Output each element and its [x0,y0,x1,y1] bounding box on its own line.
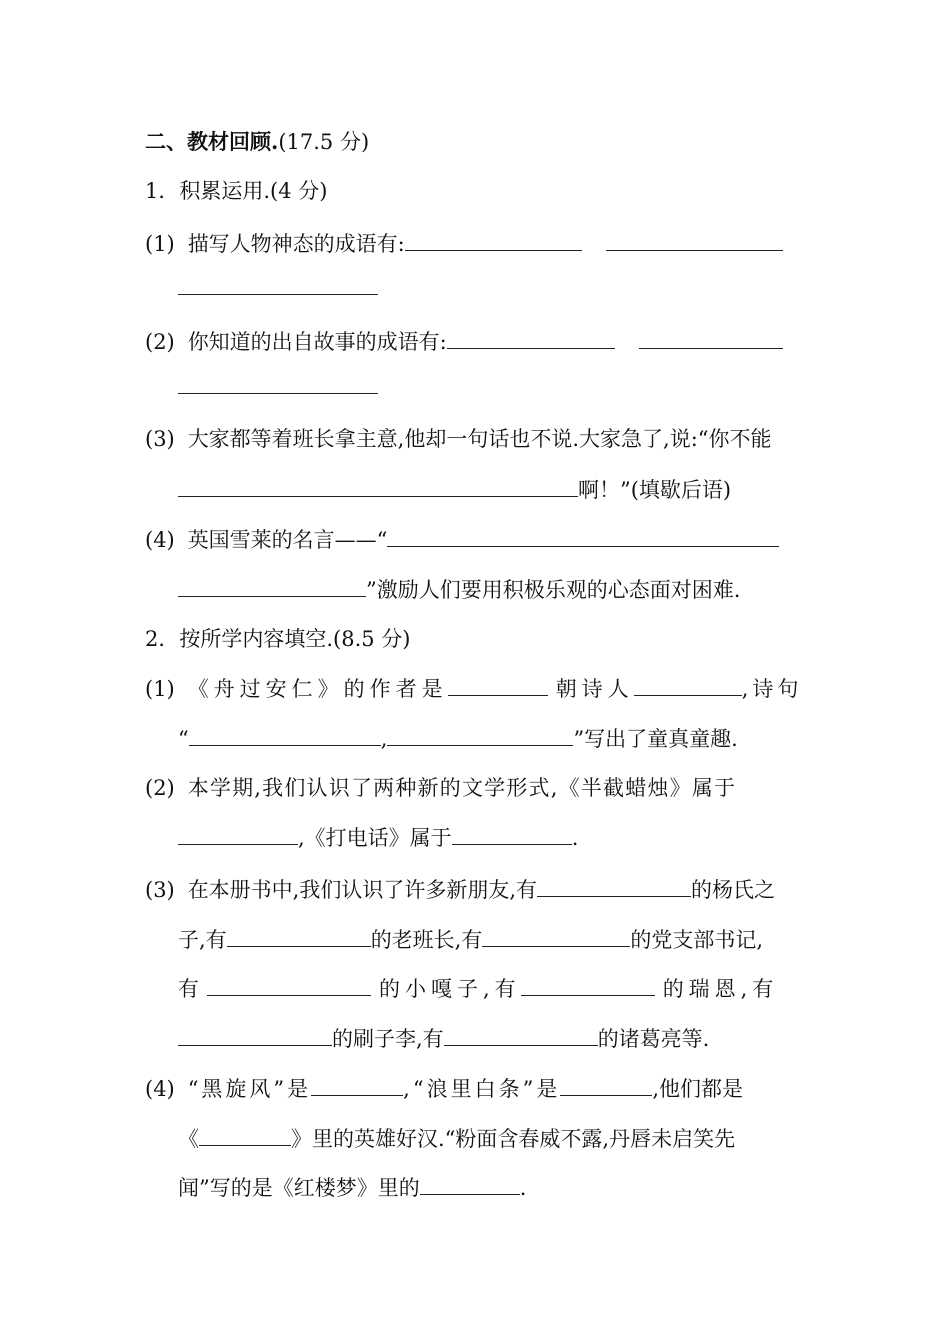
q2-part1-line2 [178,723,950,754]
q2-part4-text-a: “黑旋风”是 [187,1077,312,1101]
answer-blank[interactable] [405,228,582,251]
q2-part4-text-f: 闻”写的是《红楼梦》里的 [178,1176,420,1200]
answer-blank[interactable] [311,1073,403,1096]
q1-part2-text: 你知道的出自故事的成语有: [187,330,447,354]
q2-part3-line1 [145,874,950,905]
q2-part2-text-a: 本学期,我们认识了两种新的文学形式,《半截蜡烛》属于 [187,776,737,800]
q2-part3-text-b: 的杨氏之 [691,878,776,902]
q1-part4-text: 英国雪莱的名言——“ [187,528,388,552]
q2-part3-text-e: 的党支部书记, [630,928,764,952]
q2-part1-line1 [145,673,950,704]
q1-part3-line2 [178,474,950,505]
q2-part1-label: (1) [145,677,175,701]
answer-blank[interactable] [199,1123,291,1146]
q1-part2-label: (2) [145,330,175,354]
q2-part2-line2 [178,822,950,853]
section-heading [145,127,950,157]
q1-part4-tail: ”激励人们要用积极乐观的心态面对困难. [366,578,741,602]
q2-part1-text-f: ”写出了童真童趣. [573,727,738,751]
answer-blank[interactable] [560,1073,652,1096]
q1-part3-text: 大家都等着班长拿主意,他却一句话也不说.大家急了,说:“你不能 [187,427,772,451]
answer-blank[interactable] [444,1023,598,1046]
q2-part2-text-c: . [571,826,579,850]
q1-part4-line2 [178,574,950,605]
q2-part3-text-g: 的小嘎子,有 [379,977,521,1001]
q2-part2-line1 [145,773,950,803]
q2-part3-line2 [178,924,950,955]
q2-part3-text-c: 子,有 [178,928,227,952]
q1-part3-tail: 啊！”(填歇后语) [578,478,732,502]
answer-blank[interactable] [606,228,783,251]
q2-part4-text-b: ,“浪里白条”是 [403,1077,561,1101]
answer-blank[interactable] [482,924,630,947]
q1-part1-text: 描写人物神态的成语有: [187,232,405,256]
q2-part4-text-d: 《 [178,1127,199,1151]
q2-part3-label: (3) [145,878,175,902]
q2-part3-text-j: 的诸葛亮等. [597,1027,710,1051]
q1-part3-line1 [145,424,950,454]
answer-blank[interactable] [178,1023,332,1046]
answer-blank[interactable] [207,973,371,996]
q2-part3-line3 [178,973,950,1004]
q2-part3-line4 [178,1023,950,1054]
section-score: (17.5 分) [278,130,370,154]
q2-part4-text-c: ,他们都是 [652,1077,744,1101]
answer-blank[interactable] [452,822,572,845]
q2-part1-text-a: 《舟过安仁》的作者是 [187,677,448,701]
question-2-heading [145,624,950,654]
q2-part3-text-h: 的瑞恩,有 [662,977,779,1001]
answer-blank[interactable] [521,973,655,996]
question-1-title: 1．积累运用.(4 分) [145,179,328,203]
q2-part4-line1 [145,1073,950,1104]
question-2-title: 2．按所学内容填空.(8.5 分) [145,627,411,651]
q1-part1-line2 [178,272,950,303]
q2-part4-text-g: . [519,1176,527,1200]
answer-blank[interactable] [178,272,378,295]
q2-part2-text-b: ,《打电话》属于 [298,826,452,850]
answer-blank[interactable] [448,673,548,696]
q2-part4-text-e: 》里的英雄好汉.“粉面含春威不露,丹唇未启笑先 [291,1127,736,1151]
answer-blank[interactable] [420,1172,520,1195]
q2-part1-text-c: ,诗句 [741,677,803,701]
q1-part1-label: (1) [145,232,175,256]
answer-blank[interactable] [178,574,366,597]
answer-blank[interactable] [178,371,378,394]
answer-blank[interactable] [178,474,578,497]
answer-blank[interactable] [387,524,779,547]
q2-part3-text-i: 的刷子李,有 [332,1027,444,1051]
q1-part4-label: (4) [145,528,175,552]
answer-blank[interactable] [387,723,573,746]
answer-blank[interactable] [227,924,371,947]
q2-part4-line3 [178,1172,950,1203]
q1-part2-line2 [178,371,950,402]
q2-part1-text-b: 朝诗人 [555,677,634,701]
q2-part3-text-f: 有 [178,977,199,1001]
q2-part2-label: (2) [145,776,175,800]
answer-blank[interactable] [178,822,298,845]
q2-part3-text-d: 的老班长,有 [370,928,483,952]
q2-part1-text-d: “ [178,727,189,751]
q2-part1-text-e: , [380,727,388,751]
answer-blank[interactable] [447,326,615,349]
q2-part4-line2 [178,1123,950,1154]
q1-part1-line1 [145,228,950,259]
q2-part3-text-a: 在本册书中,我们认识了许多新朋友,有 [187,878,538,902]
question-1-heading [145,176,950,206]
q1-part2-line1 [145,326,950,357]
q1-part3-label: (3) [145,427,175,451]
q2-part4-label: (4) [145,1077,175,1101]
q1-part4-line1 [145,524,950,555]
answer-blank[interactable] [537,874,691,897]
answer-blank[interactable] [639,326,783,349]
section-title: 二、教材回顾. [145,129,279,154]
answer-blank[interactable] [634,673,742,696]
answer-blank[interactable] [189,723,381,746]
